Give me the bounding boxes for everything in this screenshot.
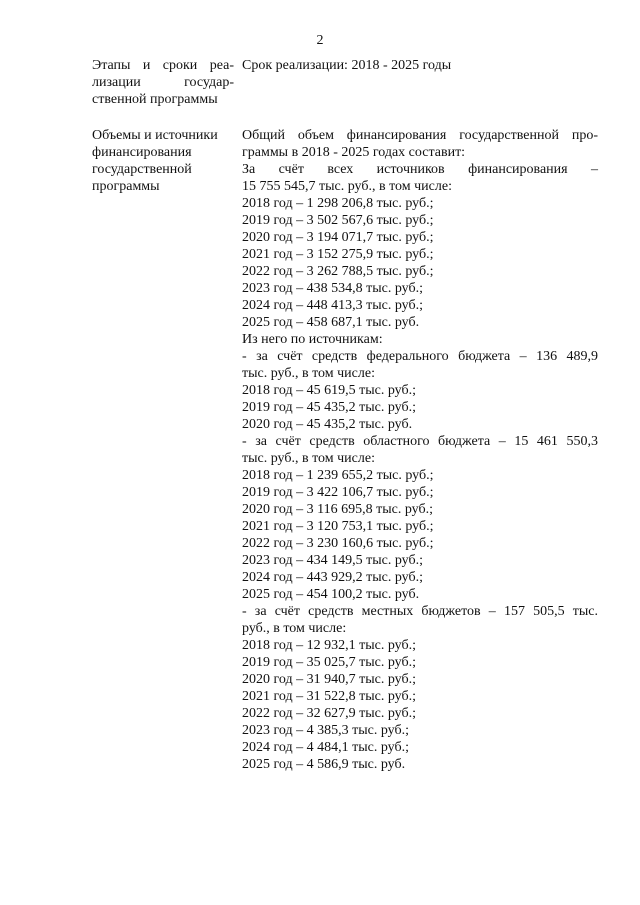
content-line: 2023 год – 4 385,3 тыс. руб.;: [242, 723, 409, 738]
content-line: Срок реализации: 2018 - 2025 годы: [242, 58, 452, 73]
content-line: 2021 год – 31 522,8 тыс. руб.;: [242, 689, 416, 704]
content-line: 2018 год – 12 932,1 тыс. руб.;: [242, 638, 416, 653]
content-line: 2025 год – 458 687,1 тыс. руб.: [242, 315, 420, 330]
content-line: 2018 год – 45 619,5 тыс. руб.;: [242, 383, 416, 398]
label-line: финансирования: [92, 145, 192, 160]
content-line: 2020 год – 3 194 071,7 тыс. руб.;: [242, 230, 434, 245]
content-line: 2019 год – 3 502 567,6 тыс. руб.;: [242, 213, 434, 228]
content-line: 2021 год – 3 152 275,9 тыс. руб.;: [242, 247, 434, 262]
label-line: ственной программы: [92, 92, 218, 107]
label-line: государственной: [92, 162, 192, 177]
content-line: - за счёт средств местных бюджетов – 157 505,5 тыс.: [242, 604, 598, 619]
label-line: Объемы и источники: [92, 128, 218, 143]
content-line: За счёт всех источников финансирования –: [242, 162, 598, 177]
content-line: 2024 год – 4 484,1 тыс. руб.;: [242, 740, 409, 755]
content-line: 2023 год – 434 149,5 тыс. руб.;: [242, 553, 423, 568]
content-line: 2018 год – 1 239 655,2 тыс. руб.;: [242, 468, 434, 483]
content-line: - за счёт средств федерального бюджета – 136 489,9: [242, 349, 598, 364]
content-line: 2022 год – 3 230 160,6 тыс. руб.;: [242, 536, 434, 551]
content-line: Из него по источникам:: [242, 332, 383, 347]
label-line: лизации государ-: [92, 75, 234, 90]
content-line: 2025 год – 4 586,9 тыс. руб.: [242, 757, 406, 772]
section-content-financing: [242, 127, 598, 773]
content-line: 2019 год – 45 435,2 тыс. руб.;: [242, 400, 416, 415]
content-line: граммы в 2018 - 2025 годах составит:: [242, 145, 466, 160]
content-line: 2019 год – 3 422 106,7 тыс. руб.;: [242, 485, 434, 500]
content-line: 2019 год – 35 025,7 тыс. руб.;: [242, 655, 416, 670]
content-line: 2020 год – 45 435,2 тыс. руб.: [242, 417, 413, 432]
section-label-financing: [92, 127, 234, 195]
content-line: 2024 год – 448 413,3 тыс. руб.;: [242, 298, 423, 313]
page-number: 2: [316, 33, 324, 48]
content-line: 2022 год – 3 262 788,5 тыс. руб.;: [242, 264, 434, 279]
content-line: 2018 год – 1 298 206,8 тыс. руб.;: [242, 196, 434, 211]
section-content-stages: [242, 57, 598, 74]
content-line: Общий объем финансирования государственной про-: [242, 128, 598, 143]
content-line: 2022 год – 32 627,9 тыс. руб.;: [242, 706, 416, 721]
content-line: тыс. руб., в том числе:: [242, 451, 375, 466]
content-line: руб., в том числе:: [242, 621, 347, 636]
content-line: 15 755 545,7 тыс. руб., в том числе:: [242, 179, 452, 194]
content-line: 2024 год – 443 929,2 тыс. руб.;: [242, 570, 423, 585]
section-label-stages: [92, 57, 234, 108]
content-line: 2023 год – 438 534,8 тыс. руб.;: [242, 281, 423, 296]
content-line: 2020 год – 3 116 695,8 тыс. руб.;: [242, 502, 433, 517]
content-line: 2020 год – 31 940,7 тыс. руб.;: [242, 672, 416, 687]
content-line: 2025 год – 454 100,2 тыс. руб.: [242, 587, 420, 602]
label-line: Этапы и сроки реа-: [92, 58, 234, 73]
content-line: - за счёт средств областного бюджета – 15 461 550,3: [242, 434, 598, 449]
content-line: тыс. руб., в том числе:: [242, 366, 375, 381]
label-line: программы: [92, 179, 160, 194]
content-line: 2021 год – 3 120 753,1 тыс. руб.;: [242, 519, 434, 534]
